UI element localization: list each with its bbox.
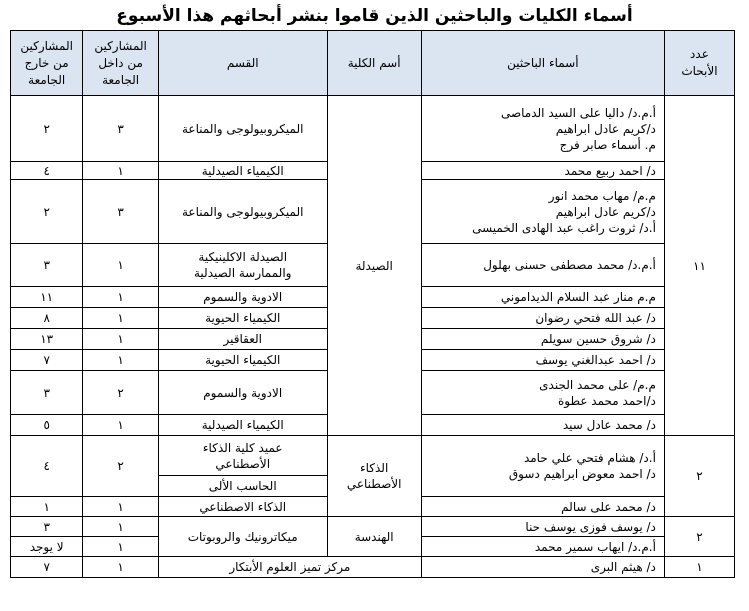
department: الصيدلة الاكلينيكية والممارسة الصيدلية: [158, 244, 327, 287]
department: الكيمياء الصيدلية: [158, 162, 327, 180]
department: الحاسب الألى: [158, 476, 327, 497]
table-row: [11, 96, 735, 162]
department: الكيمياء الحيوية: [158, 350, 327, 371]
count-ai: ٢: [664, 436, 734, 517]
researcher-names: أ.م.د/ داليا على السيد الدماصى د/كريم عادل ابراهيم م. أسماء صابر فرج: [421, 96, 664, 162]
outside-count: ٤: [11, 162, 83, 180]
outside-count: ٤: [11, 436, 83, 497]
researcher-names: د/ احمد عبدالغني يوسف: [421, 350, 664, 371]
outside-count: ٣: [11, 371, 83, 415]
outside-count: ٢: [11, 96, 83, 162]
researcher-names: أ.د/ هشام فتحي علي حامد د/ احمد معوض ابراهيم دسوق: [421, 436, 664, 497]
researcher-names: د/ يوسف فوزى يوسف حنا: [421, 517, 664, 537]
header-college: أسم الكلية: [327, 31, 421, 96]
inside-count: ١: [83, 244, 159, 287]
table-header-row: [11, 31, 735, 96]
researcher-names: م.م منار عبد السلام الديداموني: [421, 287, 664, 308]
department: عميد كلية الذكاء الأصطناعي: [158, 436, 327, 476]
count-excellence: ١: [664, 557, 734, 578]
inside-count: ١: [83, 308, 159, 329]
researcher-names: د/ احمد ربيع محمد: [421, 162, 664, 180]
researcher-names: د/ عبد الله فتحي رضوان: [421, 308, 664, 329]
researcher-names: د/ شروق حسين سويلم: [421, 329, 664, 350]
outside-count: ١١: [11, 287, 83, 308]
inside-count: ٣: [83, 96, 159, 162]
researcher-names: د/ محمد على سالم: [421, 497, 664, 517]
header-researchers: أسماء الباحثين: [421, 31, 664, 96]
college-engineering: الهندسة: [327, 517, 421, 557]
college-pharmacy: الصيدلة: [327, 96, 421, 436]
outside-count: ٢: [11, 180, 83, 244]
department: الذكاء الاصطناعي: [158, 497, 327, 517]
inside-count: ١: [83, 287, 159, 308]
researchers-table: [10, 30, 735, 578]
header-count: عدد الأبحاث: [664, 31, 734, 96]
department: الادوية والسموم: [158, 287, 327, 308]
inside-count: ١: [83, 329, 159, 350]
header-inside: المشاركين من داخل الجامعة: [83, 31, 159, 96]
inside-count: ١: [83, 497, 159, 517]
excellence-center: مركز تميز العلوم الأبتكار: [158, 557, 421, 578]
researcher-names: أ.م.د/ محمد مصطفى حسنى بهلول: [421, 244, 664, 287]
inside-count: ٣: [83, 180, 159, 244]
researcher-names: د/ محمد عادل سيد: [421, 415, 664, 436]
header-department: القسم: [158, 31, 327, 96]
department: العقاقير: [158, 329, 327, 350]
outside-count: ٣: [11, 244, 83, 287]
inside-count: ١: [83, 162, 159, 180]
outside-count: ٧: [11, 350, 83, 371]
inside-count: ١: [83, 517, 159, 537]
department: ميكاترونيك والروبوتات: [158, 517, 327, 557]
outside-count: ١٣: [11, 329, 83, 350]
page-title: أسماء الكليات والباحثين الذين قاموا بنشر أبحاثهم هذا الأسبوع: [116, 6, 633, 26]
department: الادوية والسموم: [158, 371, 327, 415]
researcher-names: د/ هيثم البرى: [421, 557, 664, 578]
count-pharmacy: ١١: [664, 96, 734, 436]
inside-count: ١: [83, 537, 159, 557]
count-engineering: ٢: [664, 517, 734, 557]
outside-count: ٥: [11, 415, 83, 436]
researcher-names: م.م/ مهاب محمد انور د/كريم عادل ابراهيم أ.د/ ثروت راغب عبد الهادى الخميسى: [421, 180, 664, 244]
header-outside: المشاركين من خارج الجامعة: [11, 31, 83, 96]
department: الميكروبيولوجى والمناعة: [158, 96, 327, 162]
inside-count: ٢: [83, 436, 159, 497]
inside-count: ٢: [83, 371, 159, 415]
table-row: [11, 436, 735, 476]
outside-count: ٣: [11, 517, 83, 537]
outside-count: ٨: [11, 308, 83, 329]
department: الكيمياء الحيوية: [158, 308, 327, 329]
outside-count: ٧: [11, 557, 83, 578]
inside-count: ١: [83, 350, 159, 371]
researcher-names: م.م/ على محمد الجندى د/احمد محمد عطوة: [421, 371, 664, 415]
department: الكيمياء الصيدلية: [158, 415, 327, 436]
table-row: [11, 557, 735, 578]
researcher-names: أ.م.د/ ايهاب سمير محمد: [421, 537, 664, 557]
college-ai: الذكاء الأصطناعي: [327, 436, 421, 517]
table-row: [11, 517, 735, 537]
inside-count: ١: [83, 415, 159, 436]
inside-count: ١: [83, 557, 159, 578]
outside-count: ١: [11, 497, 83, 517]
department: الميكروبيولوجى والمناعة: [158, 180, 327, 244]
outside-count: لا يوجد: [11, 537, 83, 557]
